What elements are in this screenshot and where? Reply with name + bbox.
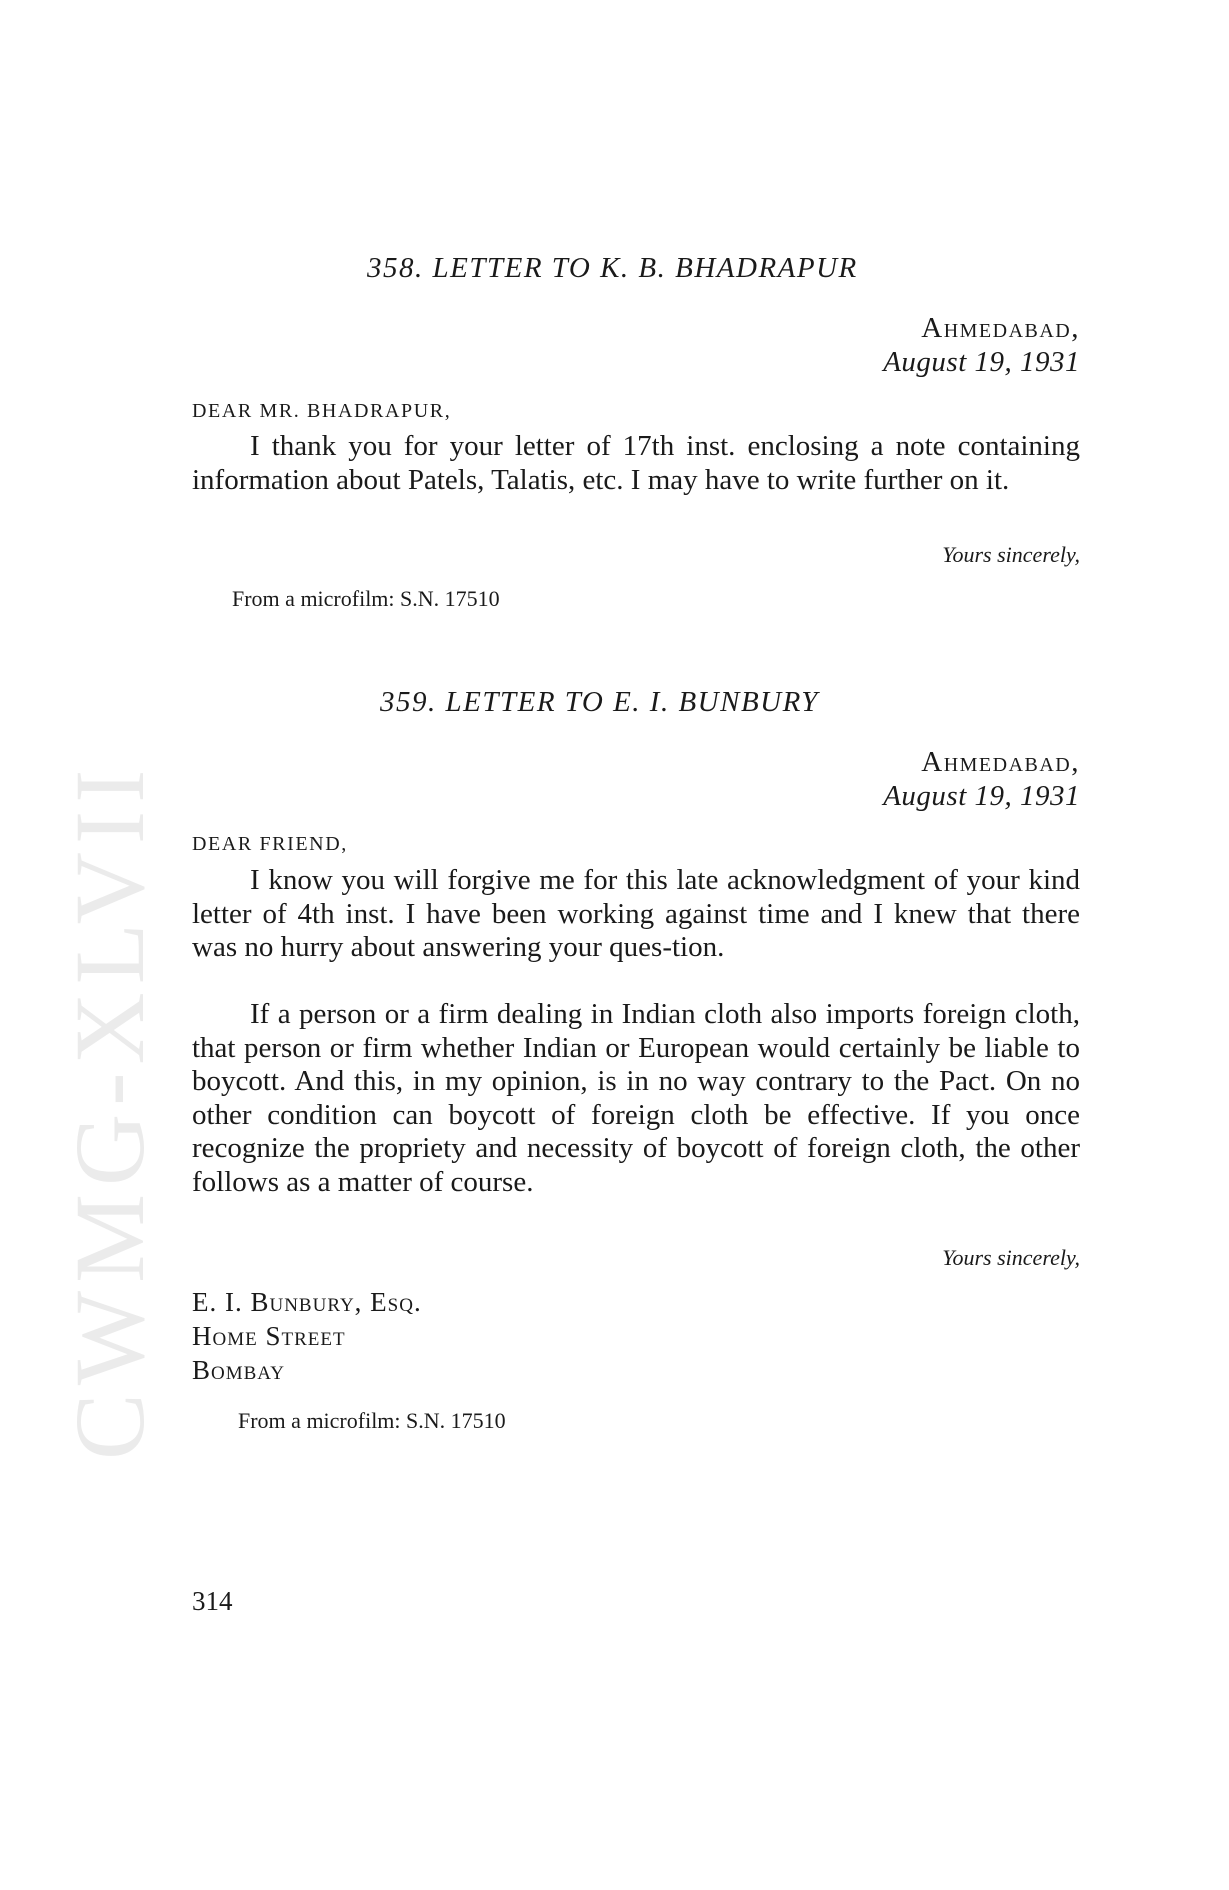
closing: Yours sincerely, (942, 542, 1080, 567)
letter-paragraph: If a person or a firm dealing in Indian cloth also imports foreign cloth, that person or firm whether Indian or European would certainly be liable to boycott. And this, in my opinion, is in no way contrary to the Pact. On no other condition can boycott of foreign cloth be effective. If you once recognize the propriety and necessity of boycott of foreign cloth, the other follows as a matter of course. (192, 998, 1080, 1198)
source-note: From a microfilm: S.N. 17510 (238, 1408, 506, 1433)
watermark: CWMG-XLVII (54, 761, 165, 1460)
address-line: E. I. Bunbury, Esq. (192, 1287, 422, 1317)
letter-paragraph: I thank you for your letter of 17th inst. enclosing a note containing information about Patels, Talatis, etc. I may have to write further on it. (192, 430, 1080, 496)
letter-title: 358. LETTER TO K. B. BHADRAPUR (367, 252, 858, 284)
letter-date: August 19, 1931 (883, 780, 1080, 812)
letter-paragraph: I know you will forgive me for this late acknowledgment of your kind letter of 4th inst. I have been working against time and I knew that there was no hurry about answering your ques-tion. (192, 864, 1080, 963)
letter-date: August 19, 1931 (883, 346, 1080, 378)
letter-title: 359. LETTER TO E. I. BUNBURY (380, 686, 819, 718)
letter-place: Ahmedabad, (921, 312, 1080, 344)
salutation: DEAR FRIEND, (192, 833, 348, 855)
address-line: Bombay (192, 1355, 285, 1385)
source-note: From a microfilm: S.N. 17510 (232, 586, 500, 611)
page-number: 314 (192, 1586, 233, 1616)
letter-place: Ahmedabad, (921, 746, 1080, 778)
salutation: DEAR MR. BHADRAPUR, (192, 400, 452, 422)
address-line: Home Street (192, 1321, 346, 1351)
closing: Yours sincerely, (942, 1245, 1080, 1270)
